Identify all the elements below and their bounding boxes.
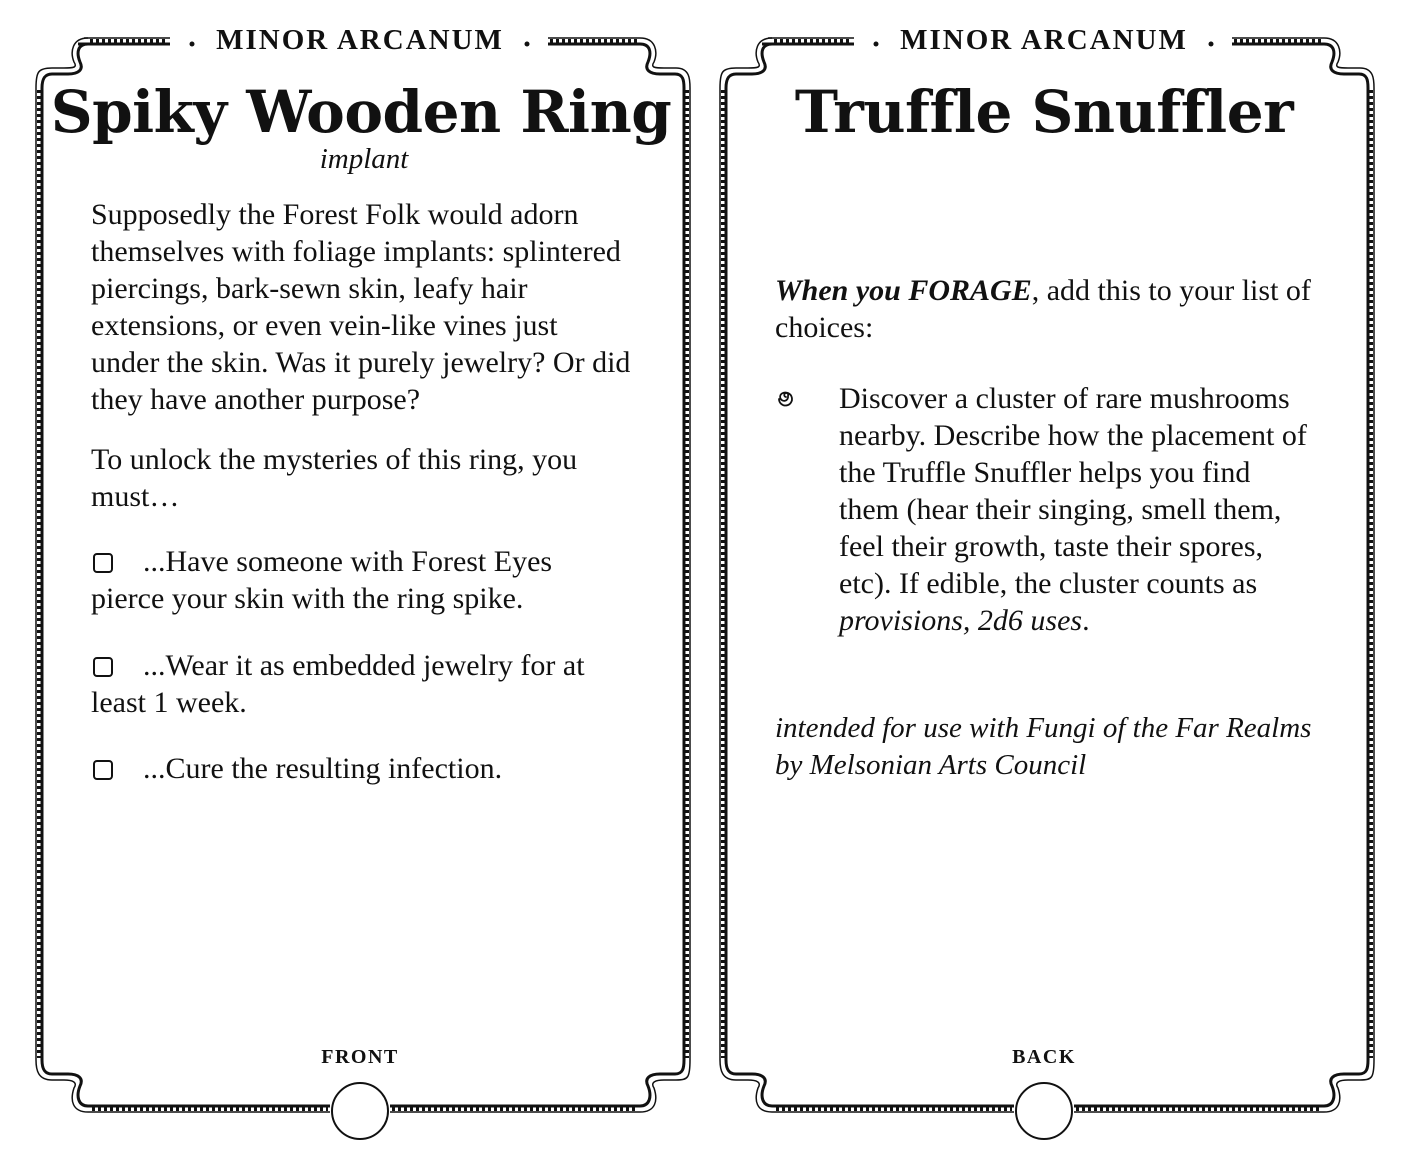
unlock-intro: To unlock the mysteries of this ring, you must…	[91, 443, 578, 513]
choice-item	[775, 380, 1315, 639]
spiral-icon	[775, 386, 797, 408]
header-label: MINOR ARCANUM	[888, 24, 1200, 56]
card-subtitle: implant	[319, 143, 409, 175]
header-label: MINOR ARCANUM	[204, 24, 516, 56]
lore-paragraph: Supposedly the Forest Folk would adorn themselves with foliage implants: splintered piercings, bark-sewn skin, leafy hair extensions, or even vein-like vines just under the skin. Was it purely jewelry? Or did they have another purpose?	[91, 198, 631, 416]
checkbox[interactable]	[93, 553, 113, 573]
card-header	[684, 24, 1404, 57]
requirement-item	[91, 543, 631, 617]
move-trigger-rest: , add this to your list of choices:	[775, 274, 1311, 344]
checkbox[interactable]	[93, 657, 113, 677]
card-title: Truffle Snuffler	[794, 78, 1294, 146]
requirement-text: ...Cure the resulting infection.	[143, 752, 503, 785]
choice-text	[839, 380, 1315, 639]
move-trigger-bold: When you FORAGE	[775, 274, 1032, 307]
card-title: Spiky Wooden Ring	[50, 78, 672, 146]
requirement-item	[91, 750, 631, 787]
move-trigger	[775, 272, 1320, 346]
choice-end: .	[1082, 604, 1090, 637]
choice-description: Discover a cluster of rare mushrooms nearby. Describe how the placement of the Truffle Snuffler helps you find them (hear their singing, smell them, feel their growth, taste their spores, etc). If edible, the cluster counts as	[839, 382, 1307, 600]
card-body	[91, 196, 631, 787]
credit-note: intended for use with Fungi of the Far Realms by Melsonian Arts Council	[775, 712, 1312, 781]
card-side-label: BACK	[1012, 1046, 1076, 1068]
card-header	[0, 24, 720, 57]
requirement-item	[91, 647, 631, 721]
card-back	[684, 0, 1384, 1152]
requirement-text: ...Have someone with Forest Eyes pierce your skin with the ring spike.	[91, 545, 553, 615]
choice-provisions: provisions, 2d6 uses	[839, 604, 1083, 637]
card-side-label: FRONT	[321, 1046, 399, 1068]
requirement-text: ...Wear it as embedded jewelry for at least 1 week.	[91, 649, 585, 719]
checkbox[interactable]	[93, 760, 113, 780]
card-front	[0, 0, 700, 1152]
